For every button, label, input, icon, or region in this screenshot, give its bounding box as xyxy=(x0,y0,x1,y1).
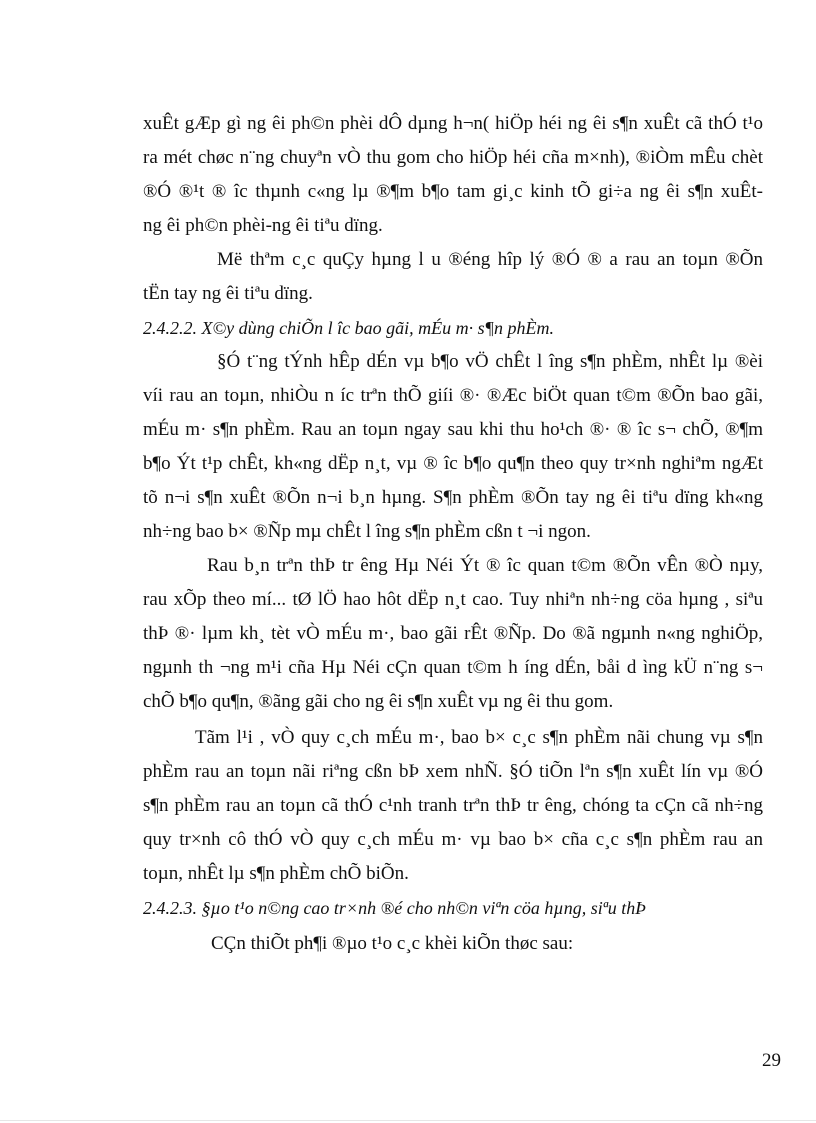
body-line-6: tËn tay ng êi tiªu dïng. xyxy=(143,283,313,304)
body-line-23: toµn, nhÊt lµ s¶n phÈm chÕ biÕn. xyxy=(143,863,409,884)
body-line-25: CÇn thiÕt ph¶i ®µo t¹o c¸c khèi kiÕn thøc sau: xyxy=(211,933,574,954)
body-line-9: víi rau an toµn, nhiÒu n íc trªn thÕ giíi ®· ®Æc biÖt quan t©m ®Õn bao gãi, xyxy=(143,385,763,406)
page-bottom-edge xyxy=(0,1120,816,1121)
body-line-15: rau xÕp theo mí... tØ lÖ hao hôt dËp n¸t cao. Tuy nhiªn nh÷ng cöa hµng , siªu xyxy=(143,589,763,610)
body-line-22: quy tr×nh cô thÓ vÒ quy c¸ch mÉu m· vµ bao b× cña c¸c s¶n phÈm rau an xyxy=(143,829,763,850)
body-line-1: xuÊt gÆp gì ng êi ph©n phèi dÔ dµng h¬n( hiÖp héi ng êi s¶n xuÊt cã thÓ t¹o xyxy=(143,113,763,134)
section-heading-2-4-2-3: 2.4.2.3. §µo t¹o n©ng cao tr×nh ®é cho nh©n viªn cöa hµng, siªu thÞ xyxy=(143,898,647,918)
body-line-8: §Ó t¨ng tÝnh hÊp dÉn vµ b¶o vÖ chÊt l îng s¶n phÈm, nhÊt lµ ®èi xyxy=(217,351,763,372)
body-line-2: ra mét chøc n¨ng chuyªn vÒ thu gom cho hiÖp héi cña m×nh), ®iÒm mÊu chèt xyxy=(143,147,763,168)
body-line-18: chÕ b¶o qu¶n, ®ãng gãi cho ng êi s¶n xuÊt vµ ng êi thu gom. xyxy=(143,691,614,712)
body-line-14: Rau b¸n trªn thÞ tr êng Hµ Néi Ýt ® îc quan t©m ®Õn vÊn ®Ò nµy, xyxy=(207,555,763,576)
body-line-4: ng êi ph©n phèi-ng êi tiªu dïng. xyxy=(143,215,383,236)
body-line-13: nh÷ng bao b× ®Ñp mµ chÊt l îng s¶n phÈm cßn t ¬i ngon. xyxy=(143,521,591,542)
body-line-21: s¶n phÈm rau an toµn cã thÓ c¹nh tranh trªn thÞ tr êng, chóng ta cÇn cã nh÷ng xyxy=(143,795,763,816)
section-heading-2-4-2-2: 2.4.2.2. X©y dùng chiÕn l îc bao gãi, mÉu m· s¶n phÈm. xyxy=(143,318,555,338)
body-line-11: b¶o Ýt t¹p chÊt, kh«ng dËp n¸t, vµ ® îc b¶o qu¶n theo quy tr×nh nghiªm ngÆt xyxy=(143,453,763,474)
body-line-5: Më thªm c¸c quÇy hµng l u ®éng hîp lý ®Ó ® a rau an toµn ®Õn xyxy=(217,249,763,270)
body-line-19: Tãm l¹i , vÒ quy c¸ch mÉu m·, bao b× c¸c s¶n phÈm nãi chung vµ s¶n xyxy=(195,727,763,748)
body-line-12: tõ n¬i s¶n xuÊt ®Õn n¬i b¸n hµng. S¶n phÈm ®Õn tay ng êi tiªu dïng kh«ng xyxy=(143,487,763,508)
page-number: 29 xyxy=(762,1050,781,1071)
body-line-17: ngµnh th ¬ng m¹i cña Hµ Néi cÇn quan t©m h íng dÉn, båi d ìng kÜ n¨ng s¬ xyxy=(143,657,763,678)
body-line-10: mÉu m· s¶n phÈm. Rau an toµn ngay sau khi thu ho¹ch ®· ® îc s¬ chÕ, ®¶m xyxy=(143,419,763,440)
body-line-3: ®Ó ®¹t ® îc thµnh c«ng lµ ®¶m b¶o tam gi¸c kinh tÕ gi÷a ng êi s¶n xuÊt- xyxy=(143,181,763,202)
body-line-20: phÈm rau an toµn nãi riªng cßn bÞ xem nhÑ. §Ó tiÕn lªn s¶n xuÊt lín vµ ®Ó xyxy=(143,761,763,782)
body-line-16: thÞ ®· lµm kh¸ tèt vÒ mÉu m·, bao gãi rÊt ®Ñp. Do ®ã ngµnh n«ng nghiÖp, xyxy=(143,623,763,644)
